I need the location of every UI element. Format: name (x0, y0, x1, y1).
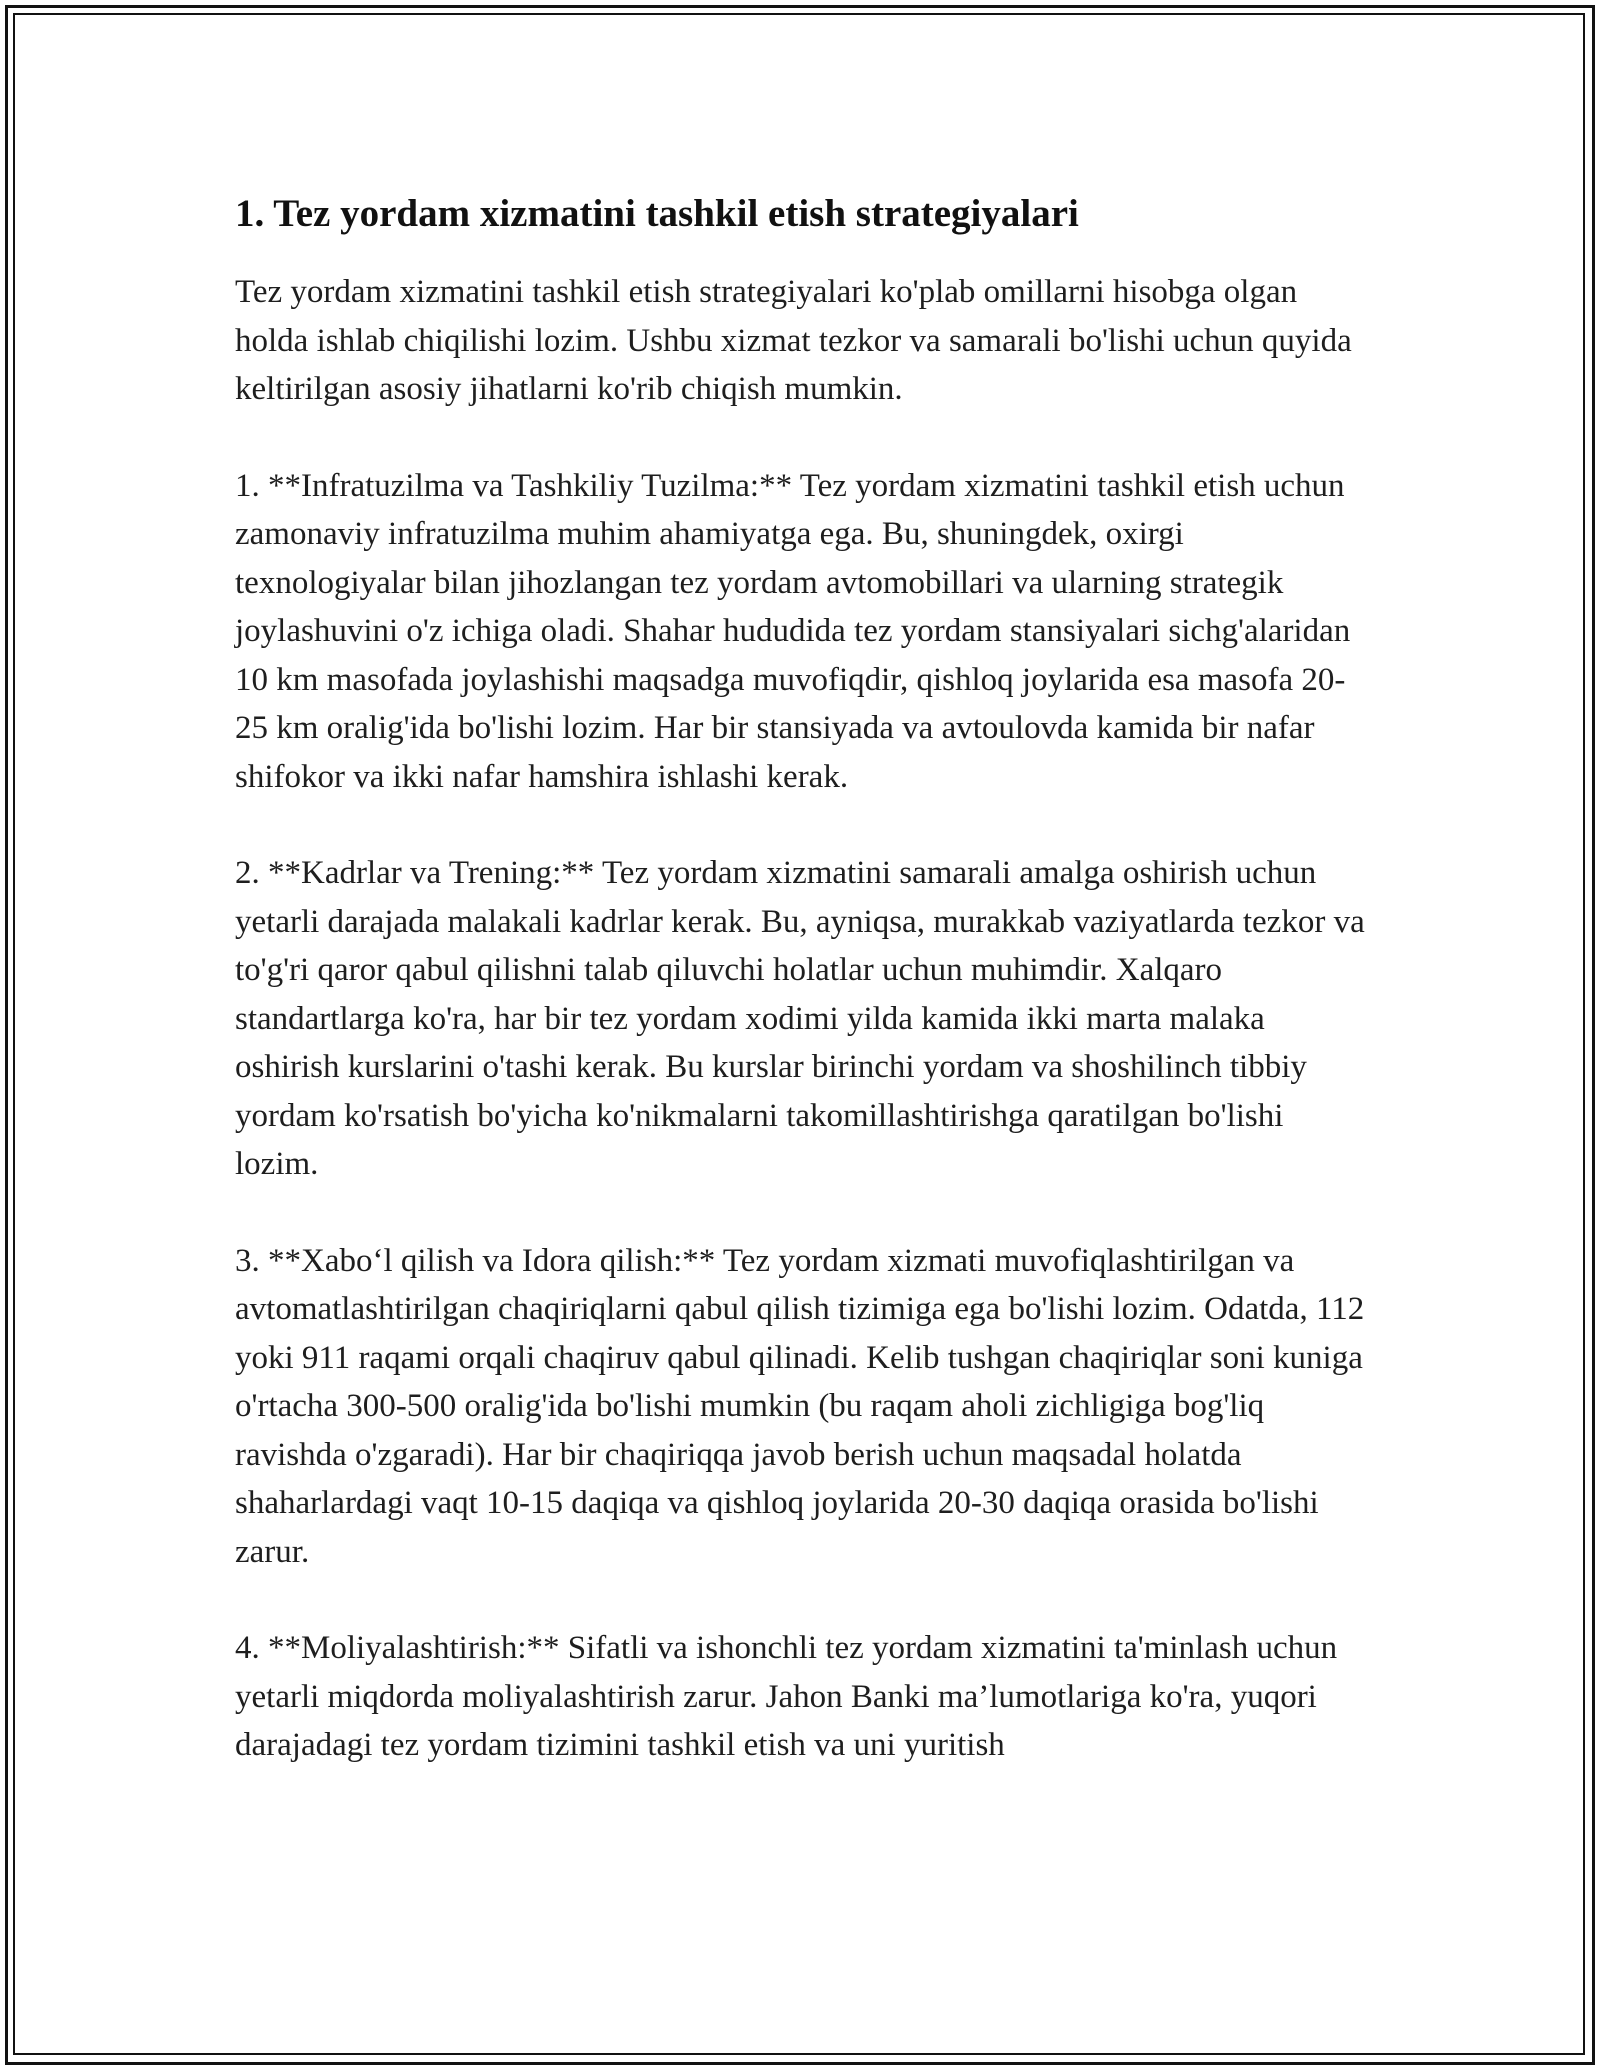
intro-paragraph: Tez yordam xizmatini tashkil etish strategiyalari ko'plab omillarni hisobga olgan holda ishlab chiqilishi lozim. Ushbu xizmat tezkor va samarali bo'lishi uchun quyida keltirilgan asosiy jihatlarni ko'rib chiqish mumkin. (235, 274, 1352, 407)
list-item-staff-training: 2. **Kadrlar va Trening:** Tez yordam xizmatini samarali amalga oshirish uchun yetarli darajada malakali kadrlar kerak. Bu, ayniqsa, murakkab vaziyatlarda tezkor va to'g'ri qaror qabul qilishni talab qiluvchi holatlar uchun muhimdir. Xalqaro standartlarga ko'ra, har bir tez yordam xodimi yilda kamida ikki marta malaka oshirish kurslarini o'tashi kerak. Bu kurslar birinchi yordam va shoshilinch tibbiy yordam ko'rsatish bo'yicha ko'nikmalarni takomillashtirishga qaratilgan bo'lishi lozim. (235, 855, 1365, 1182)
list-item-financing: 4. **Moliyalashtirish:** Sifatli va ishonchli tez yordam xizmatini ta'minlash uchun yetarli miqdorda moliyalashtirish zarur. Jahon Banki ma’lumotlariga ko'ra, yuqori darajadagi tez yordam tizimini tashkil etish va uni yuritish (235, 1630, 1338, 1763)
document-body (235, 190, 1365, 1818)
section-heading: 1. Tez yordam xizmatini tashkil etish strategiyalari (235, 192, 1079, 235)
list-item-infrastructure: 1. **Infratuzilma va Tashkiliy Tuzilma:** Tez yordam xizmatini tashkil etish uchun zamonaviy infratuzilma muhim ahamiyatga ega. Bu, shuningdek, oxirgi texnologiyalar bilan jihozlangan tez yordam avtomobillari va ularning strategik joylashuvini o'z ichiga oladi. Shahar hududida tez yordam stansiyalari sichg'alaridan 10 km masofada joylashishi maqsadga muvofiqdir, qishloq joylarida esa masofa 20-25 km oralig'ida bo'lishi lozim. Har bir stansiyada va avtoulovda kamida bir nafar shifokor va ikki nafar hamshira ishlashi kerak. (235, 467, 1351, 795)
list-item-call-handling: 3. **Xabo‘l qilish va Idora qilish:** Tez yordam xizmati muvofiqlashtirilgan va avtomatlashtirilgan chaqiriqlarni qabul qilish tizimiga ega bo'lishi lozim. Odatda, 112 yoki 911 raqami orqali chaqiruv qabul qilinadi. Kelib tushgan chaqiriqlar soni kuniga o'rtacha 300-500 oralig'ida bo'lishi mumkin (bu raqam aholi zichligiga bog'liq ravishda o'zgaradi). Har bir chaqiriqqa javob berish uchun maqsadal holatda shaharlardagi vaqt 10-15 daqiqa va qishloq joylarida 20-30 daqiqa orasida bo'lishi zarur. (235, 1242, 1365, 1570)
